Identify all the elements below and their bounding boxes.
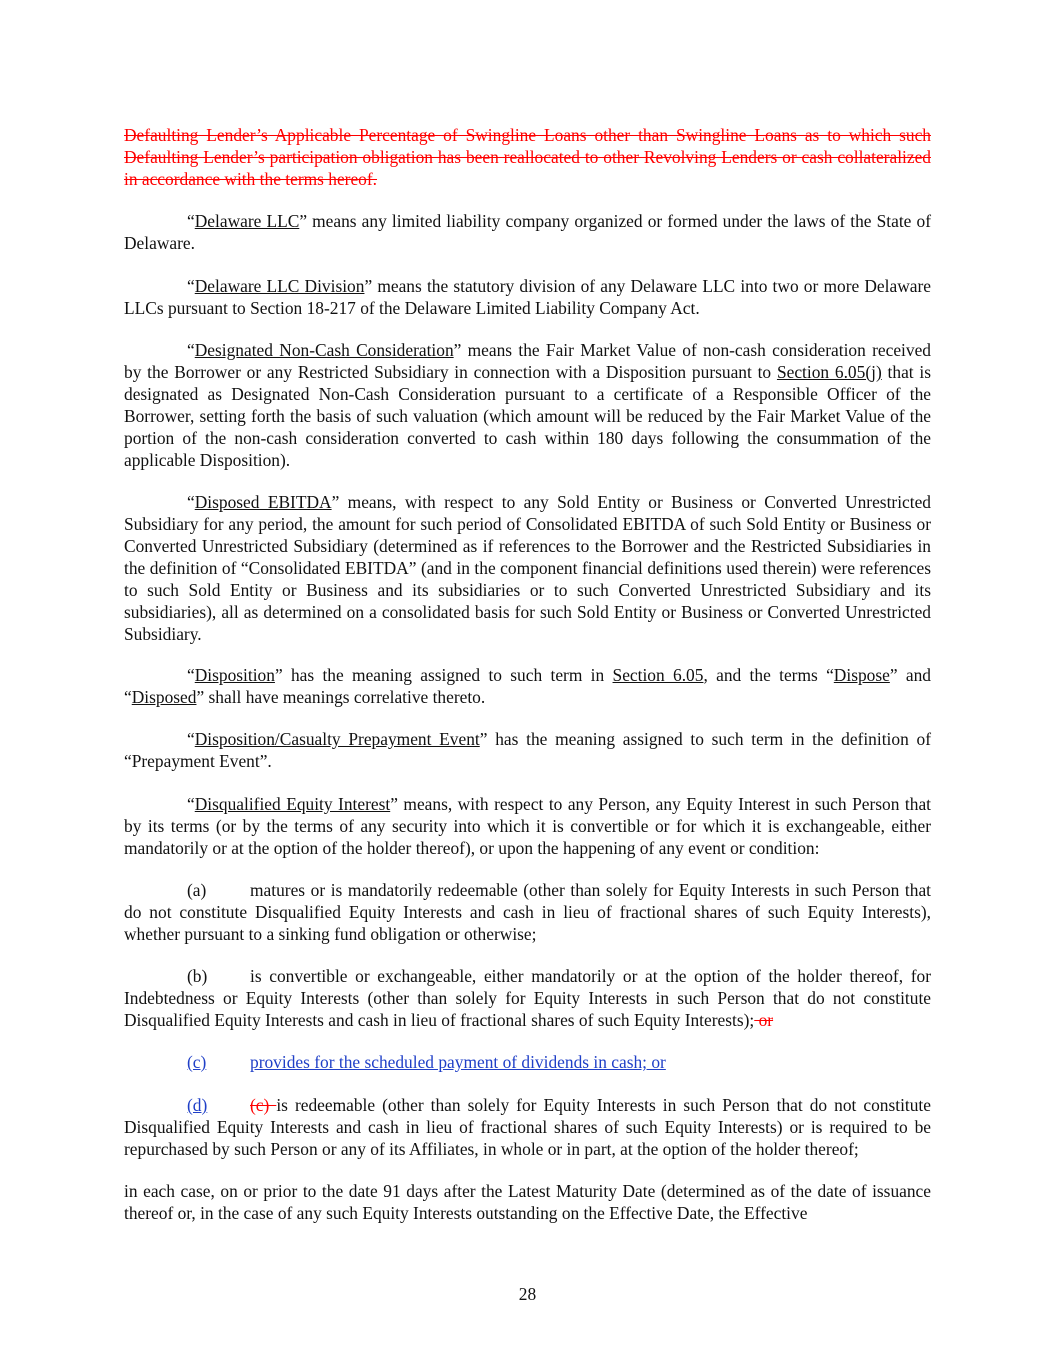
definition-disposed-ebitda: “Disposed EBITDA” means, with respect to any Sold Entity or Business or Converted Unrestricted Subsidiary for any period, the amount for such period of Consolidated EBITDA of such Sold Entity or Business or Converted Unrestricted Subsidiary (determined as if references to the Borrower and the Restricted Subsidiaries in the definition of “Consolidated EBITDA” (and in the component financial definitions used therein) were references to such Sold Entity or Business and its subsidiaries or to such Converted Unrestricted Subsidiary and its subsidiaries), all as determined on a consolidated basis for such Sold Entity or Business or Converted Unrestricted Subsidiary. bbox=[124, 492, 931, 644]
closing-paragraph bbox=[124, 1180, 931, 1224]
clause-b bbox=[124, 965, 931, 1031]
definition-disqualified-equity: “Disqualified Equity Interest” means, with respect to any Person, any Equity Interest in such Person that by its terms (or by the terms of any security into which it is convertible or for which it is exchangeable, either mandatorily or at the option of the holder thereof), or upon the happening of any event or condition: bbox=[124, 794, 931, 858]
defined-term: Designated Non-Cash Consideration bbox=[194, 340, 454, 360]
definition-body: that is designated as Designated Non-Cash Consideration pursuant to a certificate of a Responsible Officer of the Borrower, setting forth the basis of such valuation (which amount will be reduced by the Fair Market Value of the portion of the non-cash consideration converted to cash within 180 days following the consummation of the applicable Disposition). bbox=[124, 362, 932, 470]
clause-text: matures or is mandatorily redeemable (other than solely for Equity Interests in such Person that do not constitute Disqualified Equity Interests and cash in lieu of fractional shares of such Equity Interests), whether pursuant to a sinking fund obligation or otherwise; bbox=[124, 880, 931, 944]
clause-label: (b) bbox=[187, 966, 208, 986]
closing-text: in each case, on or prior to the date 91 days after the Latest Maturity Date (determined as of the date of issuance thereof or, in the case of any such Equity Interests outstanding on the Effective Date, the Effective bbox=[124, 1181, 931, 1223]
clause-text: is redeemable (other than solely for Equity Interests in such Person that do not constitute Disqualified Equity Interests and cash in lieu of fractional shares of such Equity Interests) or is required to be repurchased by such Person or any of its Affiliates, in whole or in part, at the option of the holder thereof; bbox=[124, 1095, 931, 1159]
definition-body: ” has the meaning assigned to such term in bbox=[274, 665, 613, 685]
definition-body: ” and “ bbox=[124, 665, 931, 707]
definition-casualty-prepayment: “Disposition/Casualty Prepayment Event” has the meaning assigned to such term in the definition of “Prepayment Event”. bbox=[124, 729, 931, 771]
clause-text: is convertible or exchangeable, either mandatorily or at the option of the holder thereof, for Indebtedness or Equity Interests (other than solely for Equity Interests in such Person that do not constitute Disqualified Equity Interests and cash in lieu of fractional shares of such Equity Interests); bbox=[124, 966, 931, 1030]
definition-body: , and the terms “ bbox=[703, 665, 834, 685]
defined-term: Disposition/Casualty Prepayment Event bbox=[194, 729, 480, 749]
clause-a bbox=[124, 879, 931, 945]
defined-term: Disqualified Equity Interest bbox=[194, 794, 391, 814]
definition-body: ” shall have meanings correlative thereto. bbox=[196, 687, 486, 707]
defined-term: Disposed EBITDA bbox=[194, 492, 332, 512]
definition-delaware-llc-division: “Delaware LLC Division” means the statutory division of any Delaware LLC into two or more Delaware LLCs pursuant to Section 18-217 of the Delaware Limited Liability Company Act. bbox=[124, 276, 931, 318]
clause-c bbox=[124, 1051, 931, 1073]
definition-body: ” means the statutory division of any Delaware LLC into two or more Delaware LLCs pursuant to Section 18-217 of the Delaware Limited Liability Company Act. bbox=[124, 276, 931, 318]
deleted-text: Defaulting Lender’s Applicable Percentage of Swingline Loans other than Swingline Loans as to which such Defaulting Lender’s participation obligation has been reallocated to other Revolving Lenders or cash collateralized in accordance with the terms hereof. bbox=[124, 125, 931, 189]
clause-label: (d) bbox=[187, 1095, 208, 1115]
inserted-text: provides for the scheduled payment of dividends in cash; or bbox=[250, 1052, 666, 1072]
definition-body: ” means any limited liability company organized or formed under the laws of the State of Delaware. bbox=[124, 211, 931, 253]
defined-term: Dispose bbox=[833, 665, 890, 685]
clause-d bbox=[124, 1094, 931, 1160]
definition-body: ” means, with respect to any Person, any Equity Interest in such Person that by its terms (or by the terms of any security into which it is convertible or for which it is exchangeable, either mandatorily or at the option of the holder thereof), or upon the happening of any event or condition: bbox=[124, 794, 931, 858]
deleted-text: (c) bbox=[250, 1095, 277, 1115]
section-reference: Section 6.05 bbox=[612, 665, 704, 685]
page-number: 28 bbox=[518, 1284, 537, 1304]
section-reference: Section 6.05(j) bbox=[776, 362, 882, 382]
deleted-text: or bbox=[754, 1010, 774, 1030]
definition-body: ” means the Fair Market Value of non-cash consideration received by the Borrower or any Restricted Subsidiary in connection with a Disposition pursuant to bbox=[124, 340, 931, 382]
deleted-intro-paragraph bbox=[124, 124, 931, 190]
clause-label: (c) bbox=[187, 1052, 207, 1072]
definition-disposition: “Disposition” has the meaning assigned to such term in Section 6.05, and the terms “Dispose” and “Disposed” shall have meanings correlative thereto. bbox=[124, 665, 931, 707]
defined-term: Disposition bbox=[194, 665, 275, 685]
defined-term: Disposed bbox=[131, 687, 197, 707]
defined-term: Delaware LLC bbox=[194, 211, 300, 231]
definition-designated-non-cash: “Designated Non-Cash Consideration” means the Fair Market Value of non-cash consideration received by the Borrower or any Restricted Subsidiary in connection with a Disposition pursuant to Section 6.05(j) that is designated as Designated Non-Cash Consideration pursuant to a certificate of a Responsible Officer of the Borrower, setting forth the basis of such valuation (which amount will be reduced by the Fair Market Value of the portion of the non-cash consideration converted to cash within 180 days following the consummation of the applicable Disposition). bbox=[124, 340, 932, 470]
defined-term: Delaware LLC Division bbox=[194, 276, 365, 296]
clause-label: (a) bbox=[187, 880, 207, 900]
definition-body: ” has the meaning assigned to such term in the definition of “Prepayment Event”. bbox=[124, 729, 931, 771]
definition-body: ” means, with respect to any Sold Entity or Business or Converted Unrestricted Subsidiary for any period, the amount for such period of Consolidated EBITDA of such Sold Entity or Business or Converted Unrestricted Subsidiary (determined as if references to the Borrower and the Restricted Subsidiaries in the definition of “Consolidated EBITDA” (and in the component financial definitions used therein) were references to such Sold Entity or Business and its subsidiaries or to such Converted Unrestricted Subsidiary and its subsidiaries), all as determined on a consolidated basis for such Sold Entity or Business or Converted Unrestricted Subsidiary. bbox=[124, 492, 931, 644]
definition-delaware-llc: “Delaware LLC” means any limited liability company organized or formed under the laws of the State of Delaware. bbox=[124, 211, 931, 253]
